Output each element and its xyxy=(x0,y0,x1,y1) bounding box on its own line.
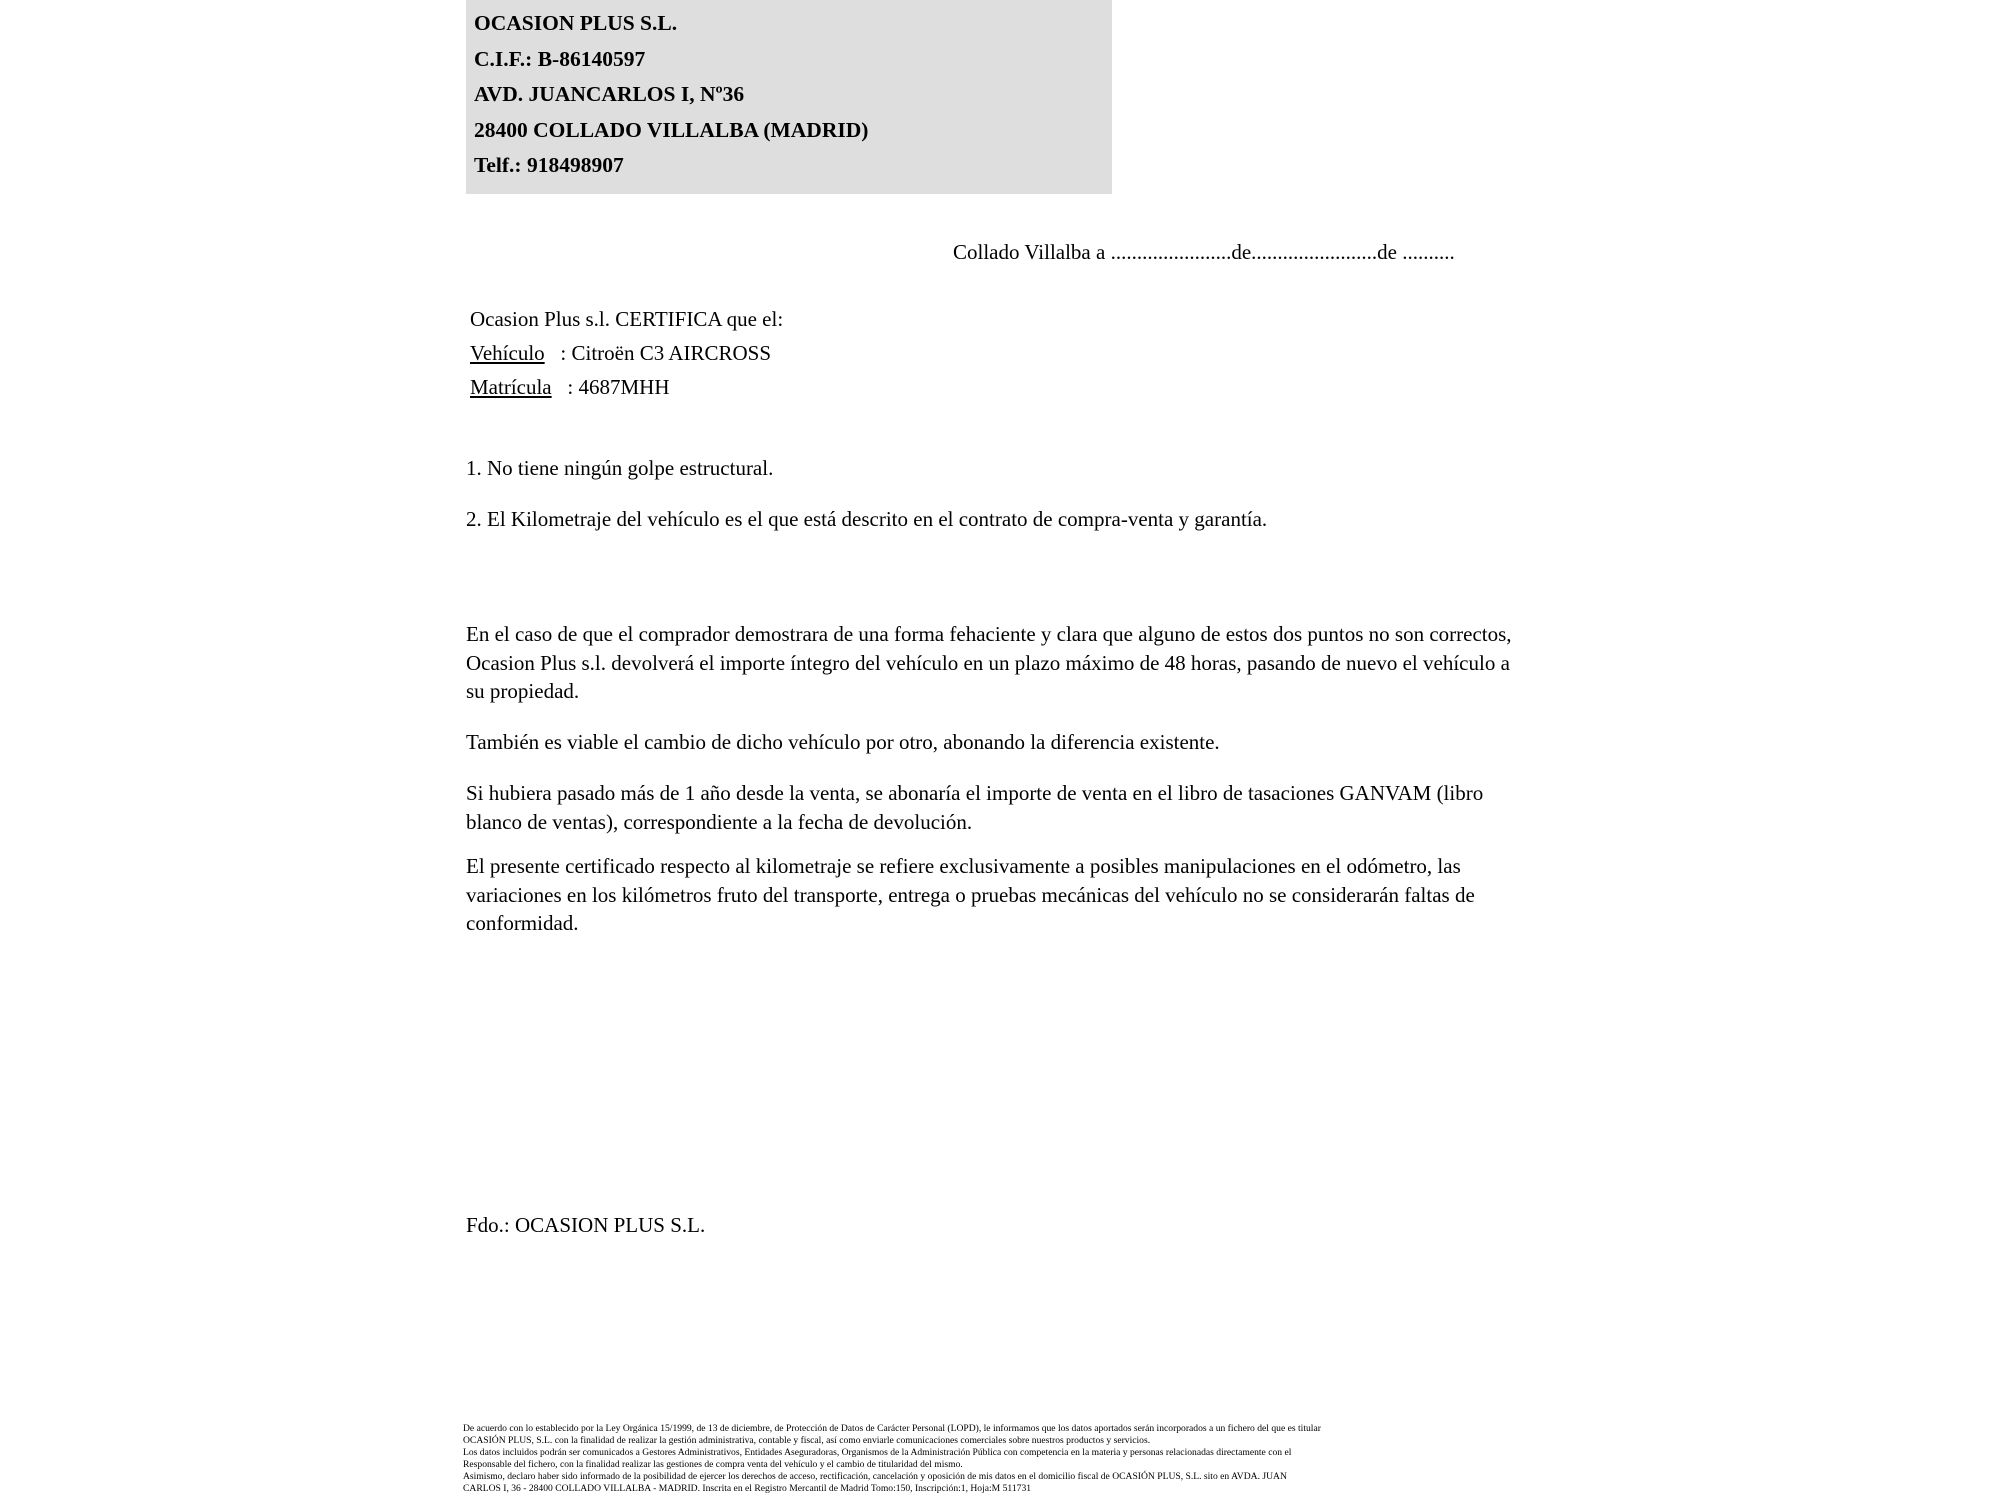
company-address: AVD. JUANCARLOS I, Nº36 xyxy=(474,82,745,106)
point-1: 1. No tiene ningún golpe estructural. xyxy=(466,456,774,480)
date-line: Collado Villalba a .......................de........................de .......... xyxy=(953,240,1455,264)
vehicle-label: Vehículo xyxy=(470,341,545,365)
legal-footer-line: Asimismo, declaro haber sido informado de la posibilidad de ejercer los derechos de acceso, rectificación, cancelación y oposición de mis datos en el domicilio fiscal de OCASIÓN PLUS, S.L. sito en AVDA. JUAN xyxy=(463,1471,1287,1483)
certification-block xyxy=(470,302,783,404)
plate-value: : 4687MHH xyxy=(551,375,670,399)
paragraph-exchange: También es viable el cambio de dicho vehículo por otro, abonando la diferencia existente. xyxy=(466,730,1220,754)
vehicle-row xyxy=(470,336,783,370)
company-city: 28400 COLLADO VILLALBA (MADRID) xyxy=(474,117,869,142)
point-2: 2. El Kilometraje del vehículo es el que está descrito en el contrato de compra-venta y garantía. xyxy=(466,507,1268,531)
legal-footer-line: CARLOS I, 36 - 28400 COLLADO VILLALBA - MADRID. Inscrita en el Registro Mercantil de Madrid Tomo:150, Inscripción:1, Hoja:M 511731 xyxy=(463,1483,1032,1495)
legal-footer xyxy=(463,1423,1553,1496)
legal-footer-line: OCASIÓN PLUS, S.L. con la finalidad de realizar la gestión administrativa, contable y fiscal, así como enviarle comunicaciones comerciales sobre nuestros productos y servicios. xyxy=(463,1435,1151,1447)
paragraph-after-year: Si hubiera pasado más de 1 año desde la venta, se abonaría el importe de venta en el libro de tasaciones GANVAM (libro blanco de ventas), correspondiente a la fecha de devolución. xyxy=(466,781,1484,834)
plate-row xyxy=(470,370,783,404)
paragraph-odometer: El presente certificado respecto al kilometraje se refiere exclusivamente a posibles manipulaciones en el odómetro, las variaciones en los kilómetros fruto del transporte, entrega o pruebas mecánicas del vehículo no se considerarán faltas de conformidad. xyxy=(466,854,1475,935)
company-phone: Telf.: 918498907 xyxy=(474,153,624,177)
vehicle-value: : Citroën C3 AIRCROSS xyxy=(544,341,772,365)
certify-intro: Ocasion Plus s.l. CERTIFICA que el: xyxy=(470,307,784,331)
legal-footer-line: De acuerdo con lo establecido por la Ley Orgánica 15/1999, de 13 de diciembre, de Protección de Datos de Carácter Personal (LOPD), le informamos que los datos aportados serán incorporados a un fichero del que es titular xyxy=(463,1423,1321,1434)
paragraph-refund: En el caso de que el comprador demostrara de una forma fehaciente y clara que alguno de estos dos puntos no son correctos, Ocasion Plus s.l. devolverá el importe íntegro del vehículo en un plazo máximo de 48 horas, pasando de nuevo el vehículo a su propiedad. xyxy=(466,622,1512,703)
plate-label: Matrícula xyxy=(470,375,552,399)
signature-line: Fdo.: OCASION PLUS S.L. xyxy=(466,1213,706,1237)
company-letterhead xyxy=(466,0,1112,194)
legal-footer-line: Responsable del fichero, con la finalidad realizar las gestiones de compra venta del vehículo y el cambio de titularidad del mismo. xyxy=(463,1459,963,1471)
legal-footer-line: Los datos incluidos podrán ser comunicados a Gestores Administrativos, Entidades Aseguradoras, Organismos de la Administración Pública con competencia en la materia y personas relacionadas directamente con el xyxy=(463,1447,1292,1459)
company-cif: C.I.F.: B-86140597 xyxy=(474,46,646,71)
company-name: OCASION PLUS S.L. xyxy=(474,11,678,35)
